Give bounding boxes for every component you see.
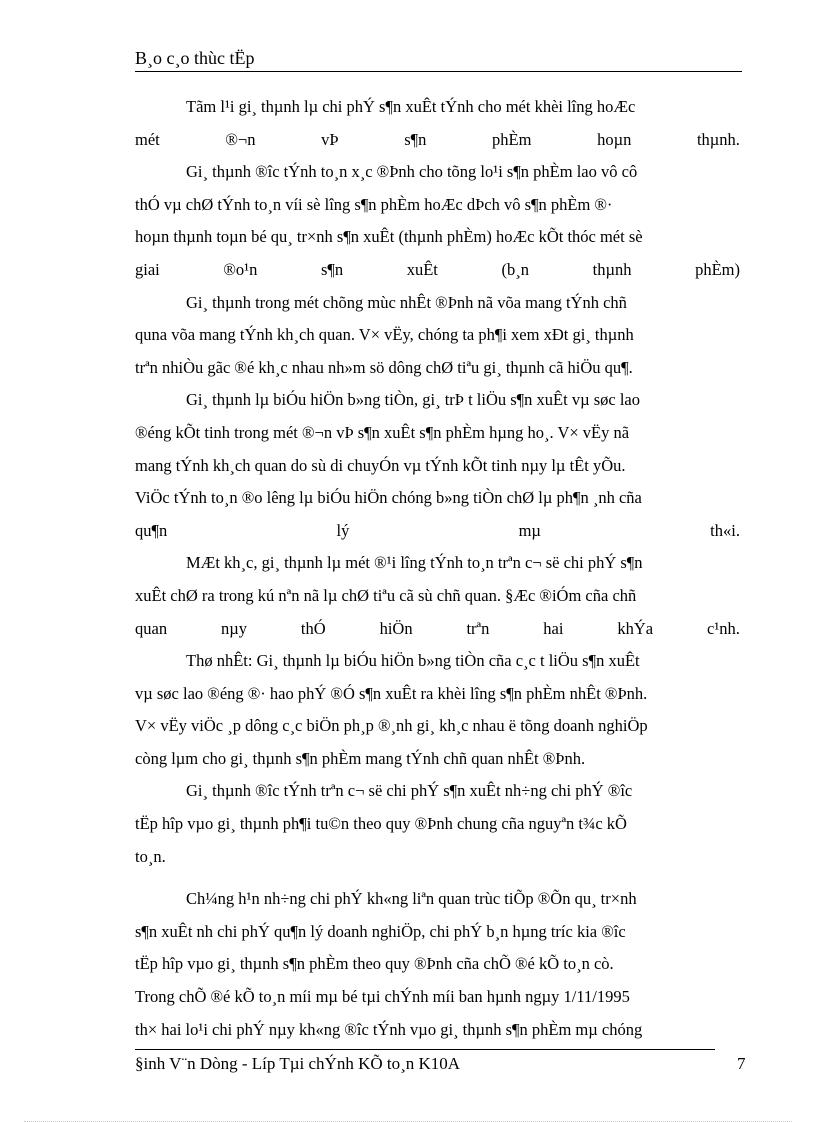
text-word: c¹nh. xyxy=(707,618,740,638)
text-line xyxy=(135,254,740,287)
text-line-content: Trong chÕ ®é kÕ to¸n míi mµ bé tµi chÝnh míi ban hµnh ngµy 1/11/1995 xyxy=(135,987,630,1007)
text-word: lý xyxy=(336,520,350,540)
text-line xyxy=(135,547,740,580)
text-word: phÈm) xyxy=(695,259,740,279)
text-line xyxy=(135,515,740,548)
text-word: mét xyxy=(135,129,160,149)
text-word: phÈm xyxy=(492,129,532,149)
text-line-content: MÆt kh¸c, gi¸ thµnh lµ mét ®¹i lîng tÝnh to¸n trªn c¬ së chi phÝ s¶n xyxy=(186,553,643,573)
text-word: hiÖn xyxy=(379,618,413,638)
text-line xyxy=(135,808,740,841)
text-line xyxy=(135,319,740,352)
text-line xyxy=(135,450,740,483)
text-line xyxy=(135,91,740,124)
text-line-content: Gi¸ thµnh ®îc tÝnh to¸n x¸c ®Þnh cho tõng lo¹i s¶n phÈm lao vô cô xyxy=(186,162,638,182)
text-line xyxy=(135,189,740,222)
text-line-content: trªn nhiÒu gãc ®é kh¸c nhau nh»m sö dông chØ tiªu gi¸ thµnh cã hiÖu qu¶. xyxy=(135,357,633,377)
paragraph-gap xyxy=(135,873,740,883)
text-word: nµy xyxy=(220,618,247,638)
text-line xyxy=(135,883,740,916)
text-line xyxy=(135,710,740,743)
text-word: thµnh xyxy=(592,259,632,279)
text-word: giai xyxy=(135,259,160,279)
text-line xyxy=(135,124,740,157)
text-line-content: s¶n xuÊt nh chi phÝ qu¶n lý doanh nghiÖp, chi phÝ b¸n hµng tríc kia ®îc xyxy=(135,921,626,941)
text-line xyxy=(135,981,740,1014)
text-line-content: quna võa mang tÝnh kh¸ch quan. V× vËy, chóng ta ph¶i xem xÐt gi¸ thµnh xyxy=(135,325,634,345)
text-word: mµ xyxy=(518,520,541,540)
text-word: qu¶n xyxy=(135,520,168,540)
text-word: (b¸n xyxy=(501,259,529,279)
text-line xyxy=(135,678,740,711)
text-word: trªn xyxy=(466,618,490,638)
text-line xyxy=(135,482,740,515)
text-line-content: thÓ vµ chØ tÝnh to¸n víi sè lîng s¶n phÈm hoÆc dÞch vô s¶n phÈm ®· xyxy=(135,194,613,214)
text-word: thÓ xyxy=(300,618,326,638)
text-line xyxy=(135,352,740,385)
text-line-content: Ch¼ng h¹n nh÷ng chi phÝ kh«ng liªn quan trùc tiÕp ®Õn qu¸ tr×nh xyxy=(186,889,637,909)
text-line xyxy=(135,156,740,189)
text-line xyxy=(135,841,740,874)
running-header: B¸o c¸o thùc tËp xyxy=(135,48,255,68)
text-line-content: ®éng kÕt tinh trong mét ®¬n vÞ s¶n xuÊt s¶n phÈm hµng ho¸. V× vËy nã xyxy=(135,422,630,442)
text-word: hoµn xyxy=(597,129,632,149)
text-line-content: Tãm l¹i gi¸ thµnh lµ chi phÝ s¶n xuÊt tÝnh cho mét khèi lîng hoÆc xyxy=(186,97,636,116)
text-line-content: Gi¸ thµnh lµ biÓu hiÖn b»ng tiÒn, gi¸ trÞ t liÖu s¶n xuÊt vµ søc lao xyxy=(186,390,640,410)
text-line-content: hoµn thµnh toµn bé qu¸ tr×nh s¶n xuÊt (thµnh phÈm) hoÆc kÕt thóc mét sè xyxy=(135,227,643,247)
text-line-content: còng lµm cho gi¸ thµnh s¶n phÈm mang tÝnh chñ quan nhÊt ®Þnh. xyxy=(135,748,586,768)
text-word: ®¬n xyxy=(225,129,256,149)
text-line xyxy=(135,417,740,450)
text-word: th«i. xyxy=(710,520,740,540)
text-line xyxy=(135,384,740,417)
header-rule xyxy=(135,71,742,72)
text-word: ®o¹n xyxy=(223,259,258,279)
text-line-content: mang tÝnh kh¸ch quan do sù di chuyÓn vµ tÝnh kÕt tinh nµy lµ tÊt yÕu. xyxy=(135,455,626,475)
text-line-content: to¸n. xyxy=(135,846,166,866)
text-line-content: xuÊt chØ ra trong kú nªn nã lµ chØ tiªu cã sù chñ quan. §Æc ®iÓm cña chñ xyxy=(135,585,637,605)
text-line xyxy=(135,580,740,613)
text-word: xuÊt xyxy=(406,259,438,279)
text-line-content: th× hai lo¹i chi phÝ nµy kh«ng ®îc tÝnh vµo gi¸ thµnh s¶n phÈm mµ chóng xyxy=(135,1019,643,1039)
text-line-content: tËp hîp vµo gi¸ thµnh s¶n phÈm theo quy ®Þnh cña chÕ ®é kÕ to¸n cò. xyxy=(135,954,614,974)
text-line-content: Gi¸ thµnh trong mét chõng mùc nhÊt ®Þnh nã võa mang tÝnh chñ xyxy=(186,292,627,312)
text-line xyxy=(135,1014,740,1047)
text-word: quan xyxy=(135,618,168,638)
text-word: khÝa xyxy=(617,618,654,638)
text-line-content: vµ søc lao ®éng ®· hao phÝ ®Ó s¶n xuÊt ra khèi lîng s¶n phÈm nhÊt ®Þnh. xyxy=(135,683,648,703)
text-line xyxy=(135,775,740,808)
text-line-content: Gi¸ thµnh ®îc tÝnh trªn c¬ së chi phÝ s¶n xuÊt nh÷ng chi phÝ ®îc xyxy=(186,781,633,801)
body-text xyxy=(135,91,740,1046)
text-word: s¶n xyxy=(320,259,344,279)
text-line xyxy=(135,613,740,646)
page-number: 7 xyxy=(737,1054,746,1073)
page-edge-dotted-line xyxy=(24,1121,792,1122)
text-line xyxy=(135,948,740,981)
text-line-content: Thø nhÊt: Gi¸ thµnh lµ biÓu hiÖn b»ng tiÒn cña c¸c t liÖu s¶n xuÊt xyxy=(186,651,640,671)
footer-rule xyxy=(135,1049,715,1050)
text-line xyxy=(135,645,740,678)
text-word: s¶n xyxy=(404,129,427,149)
text-line xyxy=(135,743,740,776)
text-line xyxy=(135,287,740,320)
text-line xyxy=(135,916,740,949)
text-line-content: tËp hîp vµo gi¸ thµnh ph¶i tu©n theo quy ®Þnh chung cña nguyªn t¾c kÕ xyxy=(135,814,627,834)
text-word: vÞ xyxy=(321,129,339,149)
text-line-content: V× vËy viÖc ¸p dông c¸c biÖn ph¸p ®¸nh gi¸ kh¸c nhau ë tõng doanh nghiÖp xyxy=(135,716,648,736)
text-word: hai xyxy=(543,618,564,638)
text-line-content: ViÖc tÝnh to¸n ®o lêng lµ biÓu hiÖn chóng b»ng tiÒn chØ lµ ph¶n ¸nh cña xyxy=(135,488,642,508)
footer-author: §inh V¨n Dòng - Líp Tµi chÝnh KÕ to¸n K10A xyxy=(135,1054,461,1073)
text-line xyxy=(135,221,740,254)
text-word: thµnh. xyxy=(696,129,740,149)
